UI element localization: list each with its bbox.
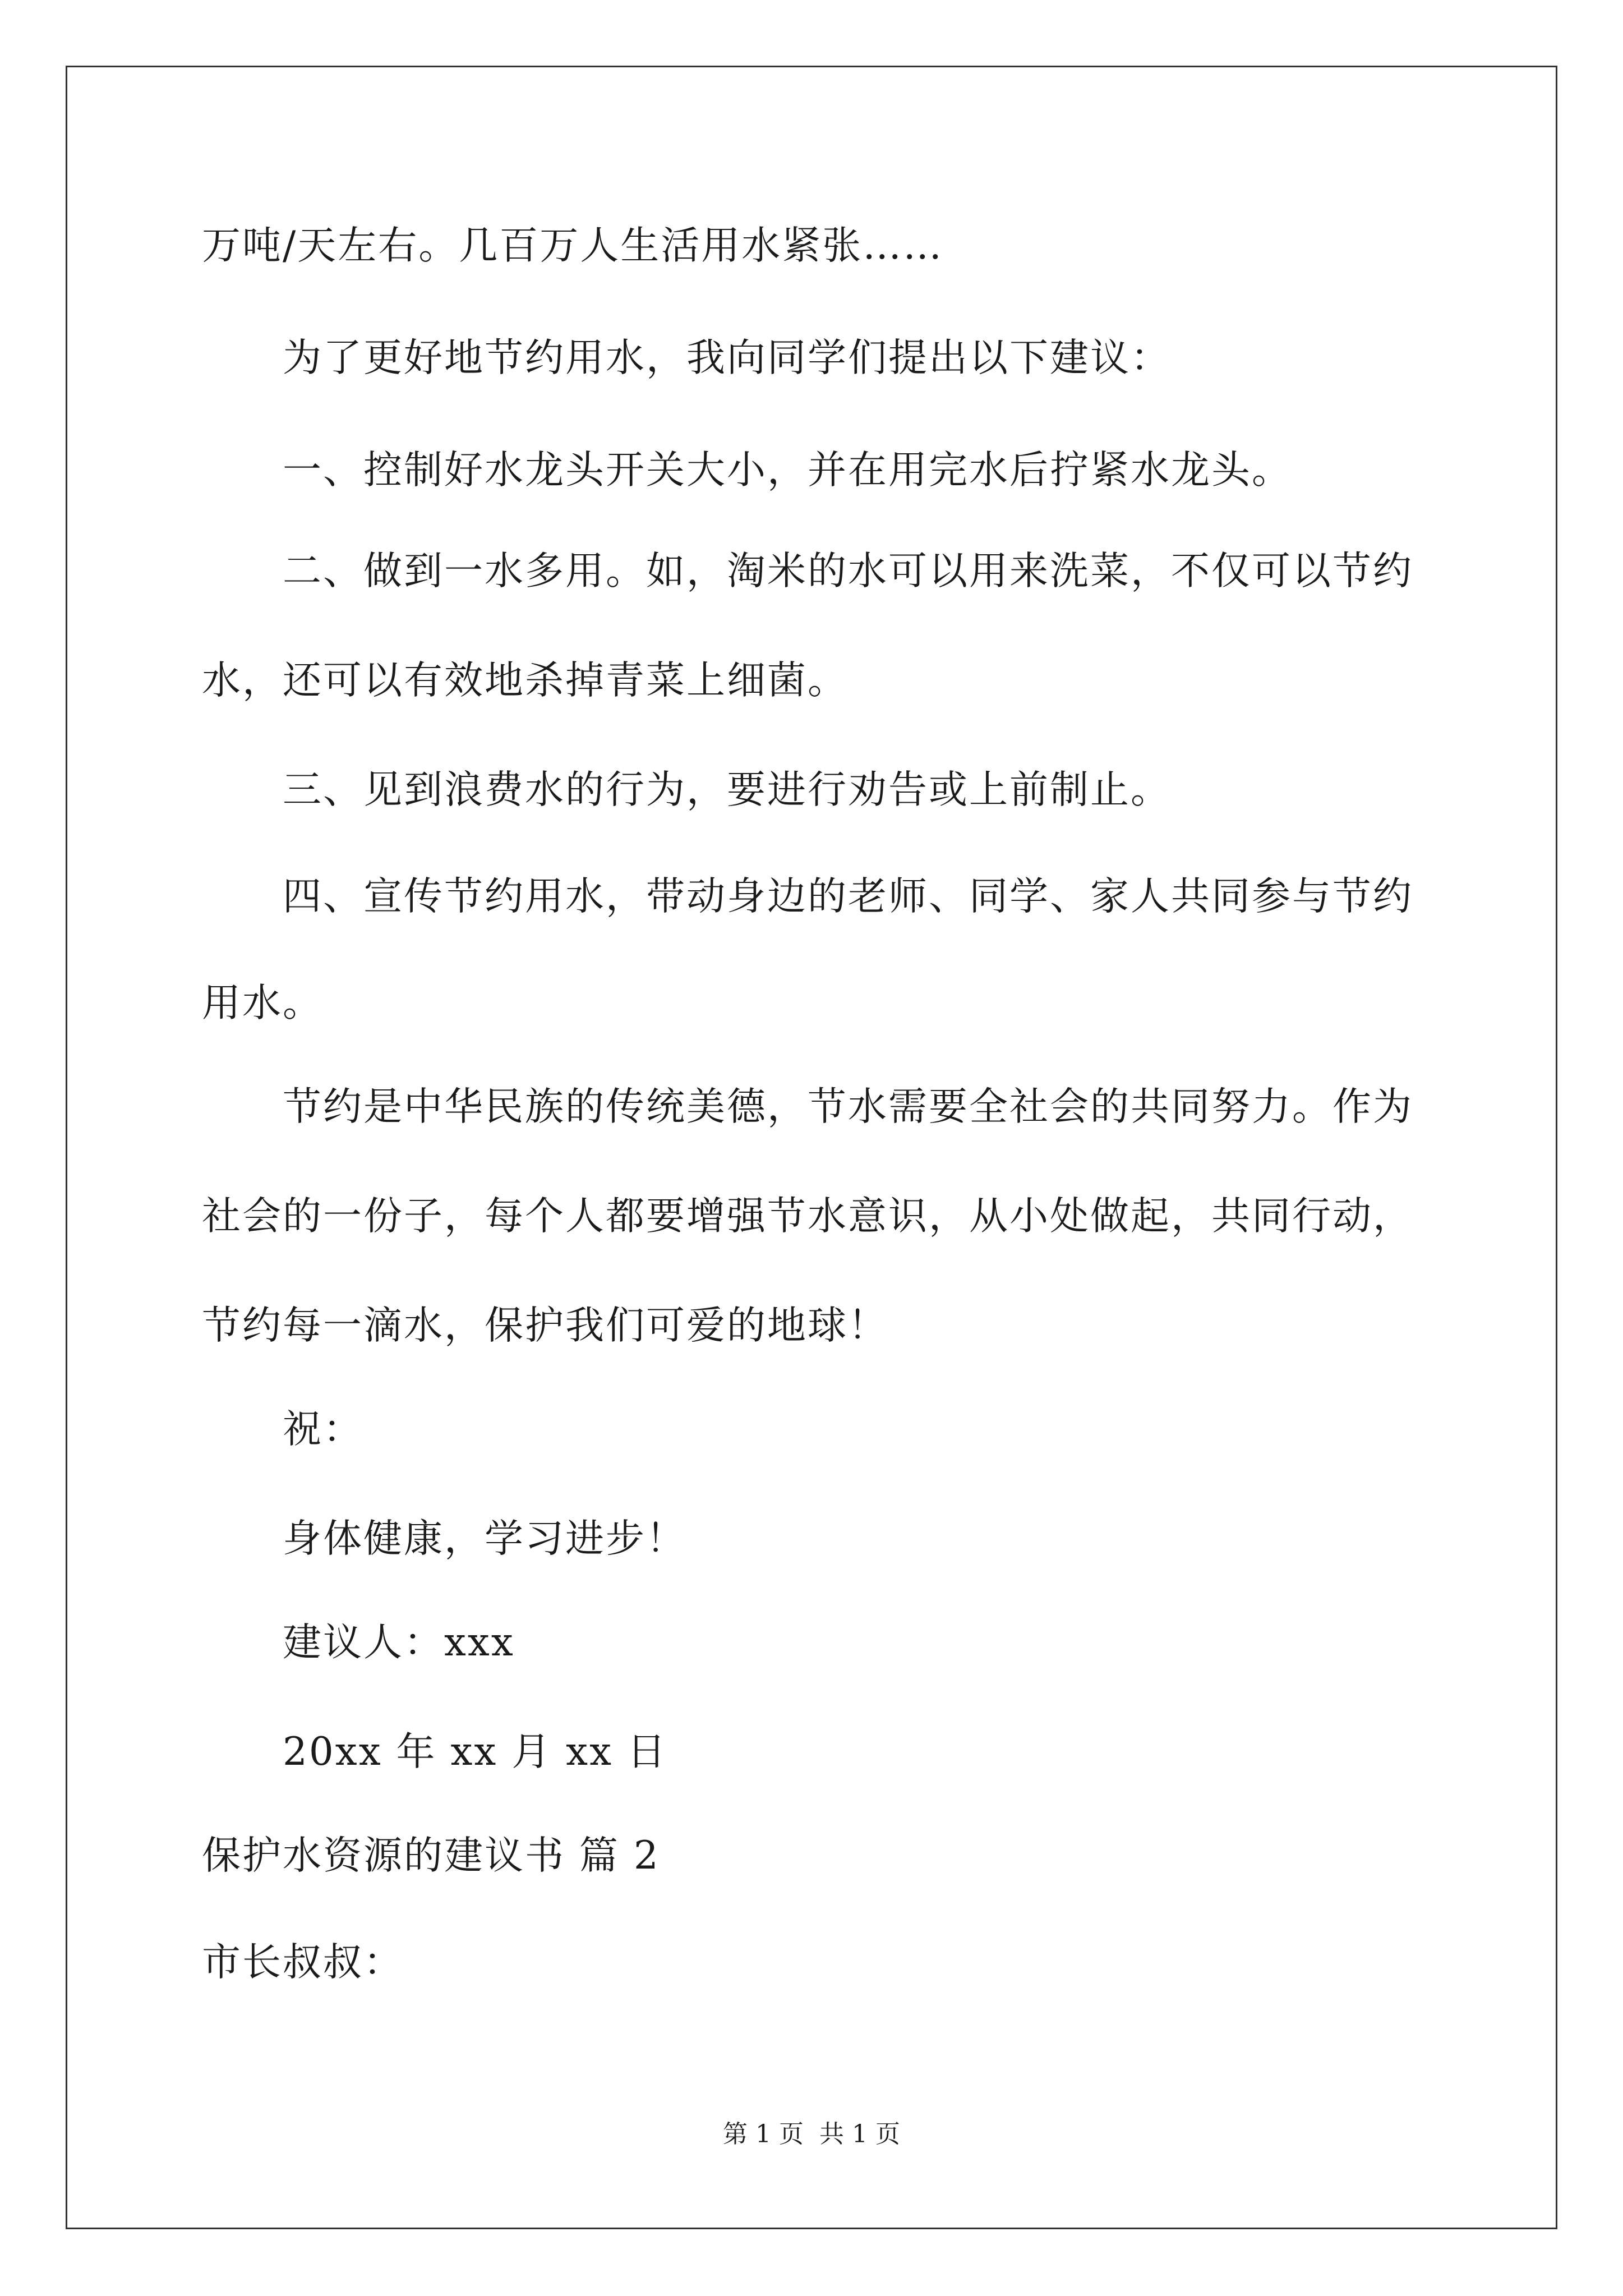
page-border bbox=[66, 66, 1557, 2229]
text-line: 祝： bbox=[283, 1407, 363, 1452]
text-line: 水，还可以有效地杀掉青菜上细菌。 bbox=[202, 658, 848, 703]
salutation: 市长叔叔： bbox=[202, 1940, 404, 1985]
text-line: 20xx 年 xx 月 xx 日 bbox=[283, 1729, 667, 1774]
section-heading: 保护水资源的建议书 篇 2 bbox=[202, 1833, 660, 1878]
text-line: 一、控制好水龙头开关大小，并在用完水后拧紧水龙头。 bbox=[283, 448, 1292, 493]
text-line: 为了更好地节约用水，我向同学们提出以下建议： bbox=[283, 335, 1171, 380]
text-line: 三、见到浪费水的行为，要进行劝告或上前制止。 bbox=[283, 767, 1171, 812]
text-line: 节约每一滴水，保护我们可爱的地球！ bbox=[202, 1303, 888, 1348]
text-line: 二、做到一水多用。如，淘米的水可以用来洗菜，不仅可以节约 bbox=[283, 549, 1413, 593]
text-line: 万吨/天左右。几百万人生活用水紧张…… bbox=[202, 223, 944, 268]
text-line: 用水。 bbox=[202, 981, 323, 1025]
text-line: 四、宣传节约用水，带动身边的老师、同学、家人共同参与节约 bbox=[283, 874, 1413, 919]
page-footer bbox=[0, 2118, 1623, 2151]
text-line: 节约是中华民族的传统美德，节水需要全社会的共同努力。作为 bbox=[283, 1084, 1413, 1129]
text-line: 身体健康，学习进步！ bbox=[283, 1516, 686, 1561]
text-line: 建议人：xxx bbox=[283, 1620, 515, 1665]
page-number: 第 1 页 bbox=[723, 2120, 804, 2148]
page-total: 共 1 页 bbox=[819, 2120, 900, 2148]
text-line: 社会的一份子，每个人都要增强节水意识，从小处做起，共同行动， bbox=[202, 1194, 1413, 1239]
